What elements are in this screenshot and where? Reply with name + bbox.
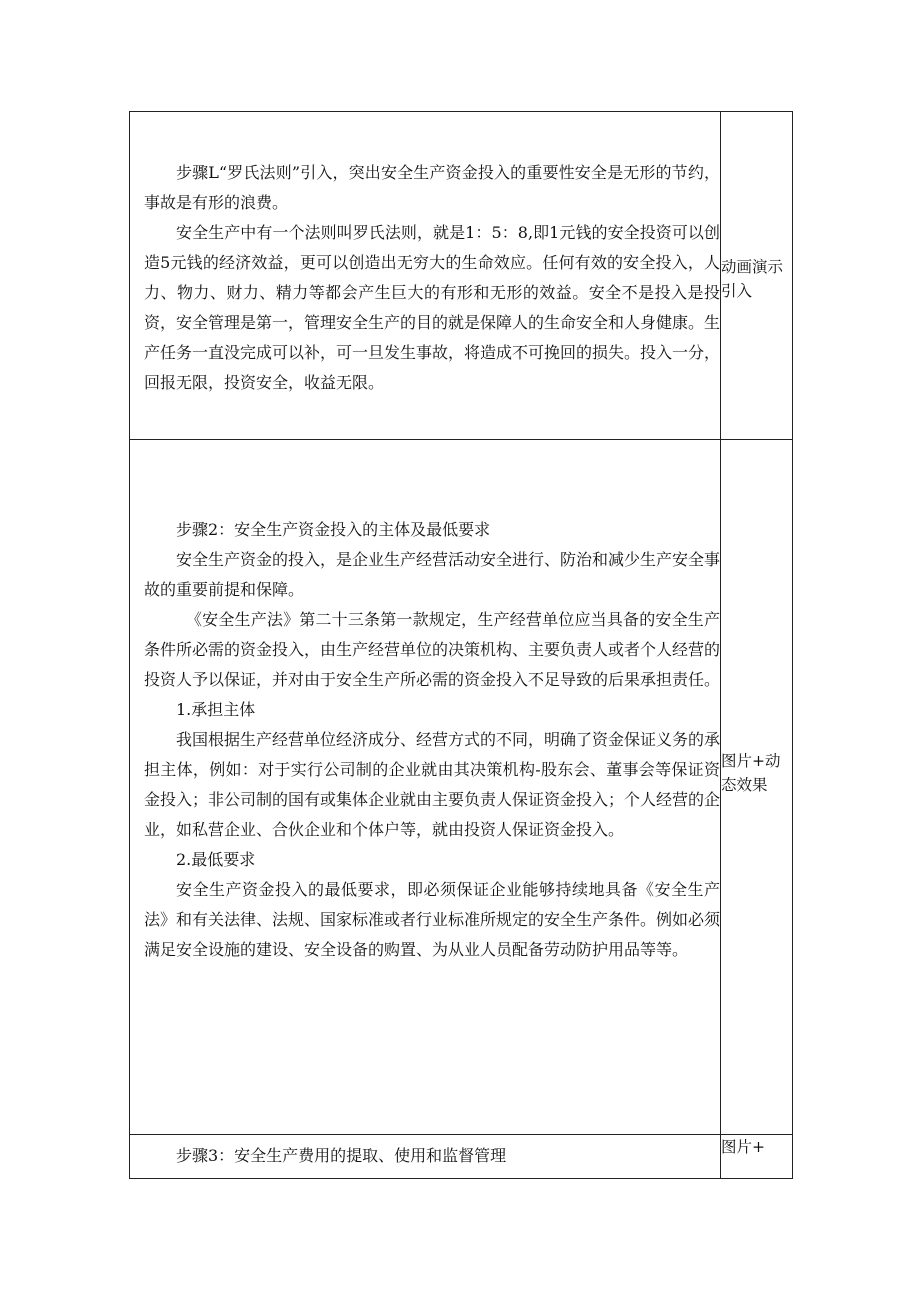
step-heading: 步骤L“罗氏法则”引入，突出安全生产资金投入的重要性安全是无形的节约，事故是有形的浪费。 (144, 163, 720, 212)
paragraph: 我国根据生产经营单位经济成分、经营方式的不同，明确了资金保证义务的承担主体，例如：对于实行公司制的企业就由其决策机构-股东会、董事会等保证资金投入；非公司制的国有或集体企业就由主要负责人保证资金投入；个人经营的企业，如私营企业、合伙企业和个体户等，就由投资人保证资金投入。 (144, 730, 721, 839)
step-heading: 步骤2：安全生产资金投入的主体及最低要求 (176, 520, 491, 539)
method-cell (721, 112, 793, 440)
step-heading: 步骤3：安全生产费用的提取、使用和监督管理 (176, 1146, 507, 1165)
paragraph: 安全生产中有一个法则叫罗氏法则，就是1：5：8,即1元钱的安全投资可以创造5元钱的经济效益，更可以创造出无穷大的生命效应。任何有效的安全投入，人力、物力、财力、精力等都会产生巨大的有形和无形的效益。安全不是投入是投资，安全管理是第一，管理安全生产的目的就是保障人的生命安全和人身健康。生产任务一直没完成可以补，可一旦发生事故，将造成不可挽回的损失。投入一分，回报无限，投资安全，收益无限。 (144, 223, 721, 392)
subheading: 2.最低要求 (176, 850, 256, 869)
paragraph: 《安全生产法》第二十三条第一款规定，生产经营单位应当具备的安全生产条件所必需的资金投入，由生产经营单位的决策机构、主要负责人或者个人经营的投资人予以保证，并对由于安全生产所必需的资金投入不足导致的后果承担责任。 (144, 610, 721, 689)
step-content-cell (130, 440, 721, 1135)
method-label: 动画演示引入 (721, 258, 784, 300)
step-content-cell (130, 1135, 721, 1179)
lesson-step-table (129, 111, 793, 1179)
table-row (130, 112, 793, 440)
paragraph: 安全生产资金的投入，是企业生产经营活动安全进行、防治和减少生产安全事故的重要前提和保障。 (144, 550, 721, 599)
paragraph: 安全生产资金投入的最低要求，即必须保证企业能够持续地具备《安全生产法》和有关法律、法规、国家标准或者行业标准所规定的安全生产条件。例如必须满足安全设施的建设、安全设备的购置、为从业人员配备劳动防护用品等等。 (144, 880, 721, 959)
method-cell (721, 1135, 793, 1179)
subheading: 1.承担主体 (176, 700, 256, 719)
table-row (130, 1135, 793, 1179)
step-content-cell (130, 112, 721, 440)
table-row (130, 440, 793, 1135)
method-label: 图片+动态效果 (721, 752, 781, 794)
method-label: 图片+ (721, 1138, 765, 1156)
method-cell (721, 440, 793, 1135)
